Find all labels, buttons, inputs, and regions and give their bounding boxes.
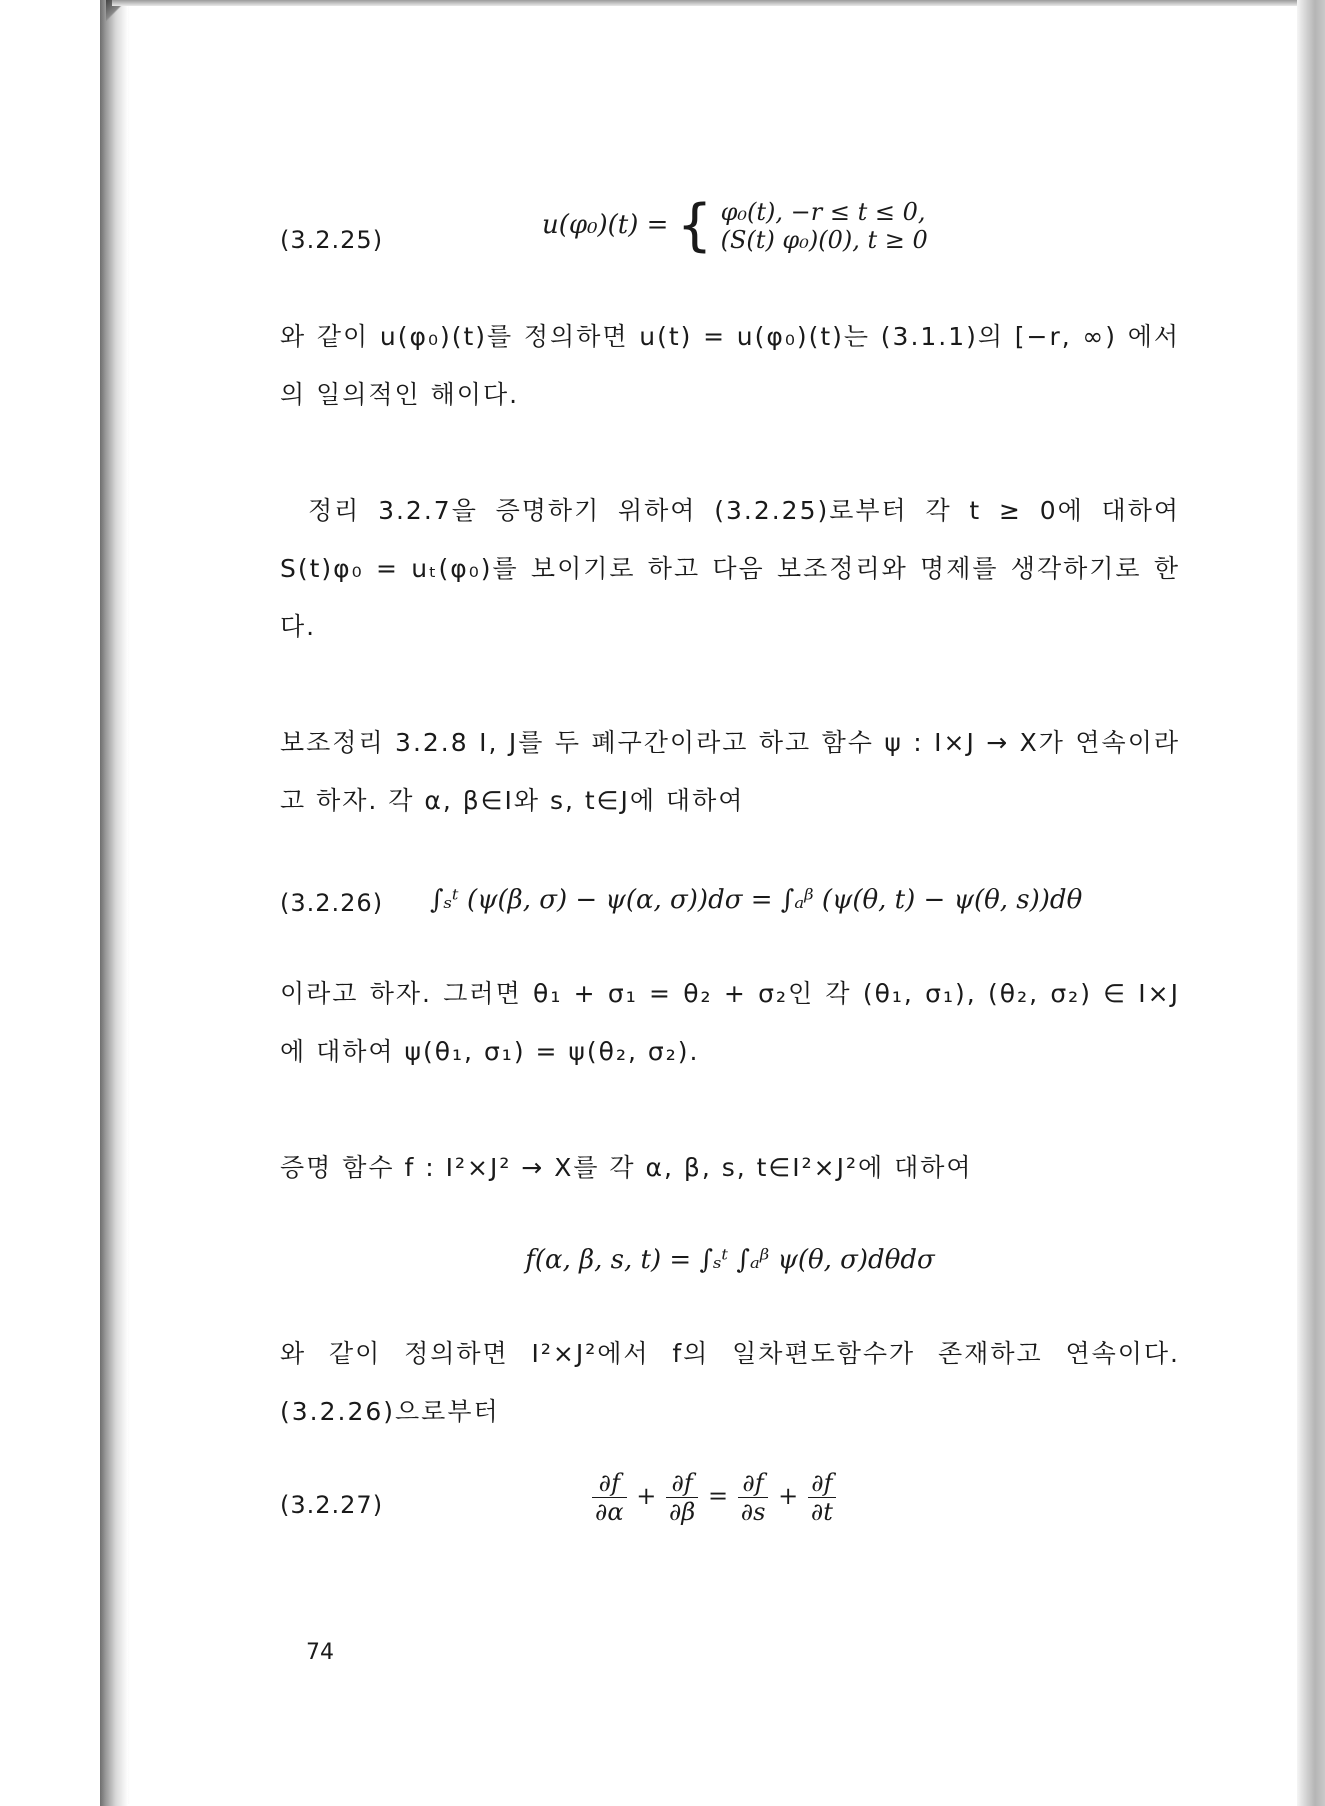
numerator: ∂f: [666, 1469, 698, 1498]
equation-body: [542, 193, 928, 258]
page-right-edge: [1297, 0, 1325, 1806]
equation-3-2-26: [280, 855, 1180, 951]
fraction-df-dalpha: [592, 1469, 627, 1526]
numerator: ∂f: [738, 1469, 769, 1498]
equation-3-2-25: [280, 180, 1180, 290]
lemma-paragraph: [280, 714, 1180, 830]
equation-lhs: u(φ₀)(t) =: [542, 210, 669, 240]
definition-equation: f(α, β, s, t) = ∫ₛᵗ ∫ₐᵝ ψ(θ, σ)dθdσ: [525, 1245, 935, 1275]
paragraph-1: 와 같이 u(φ₀)(t)를 정의하면 u(t) = u(φ₀)(t)는 (3.1.1)의 [−r, ∞) 에서의 일의적인 해이다.: [280, 322, 1180, 409]
denominator: ∂α: [595, 1498, 624, 1526]
page-spine: [100, 0, 128, 1806]
case-line-1: φ₀(t), −r ≤ t ≤ 0,: [720, 198, 926, 226]
proof-paragraph: 증명 함수 f : I²×J² → X를 각 α, β, s, t∈I²×J²에 대하여: [280, 1153, 973, 1182]
fraction-df-dt: [808, 1469, 836, 1526]
lemma-text: I, J를 두 폐구간이라고 하고 함수 ψ : I×J → X가 연속이라고 하자. 각 α, β∈I와 s, t∈J에 대하여: [280, 728, 1180, 815]
paragraph-2: 정리 3.2.7을 증명하기 위하여 (3.2.25)로부터 각 t ≥ 0에 대하여 S(t)φ₀ = uₜ(φ₀)를 보이기로 하고 다음 보조정리와 명제를 생각하기로 한다.: [280, 496, 1180, 641]
left-brace-icon: {: [676, 193, 713, 258]
case-line-2: (S(t) φ₀)(0), t ≥ 0: [720, 226, 928, 254]
equation-body: [590, 1469, 838, 1526]
plus-sign: +: [778, 1482, 799, 1510]
lemma-heading: 보조정리 3.2.8: [280, 728, 469, 757]
page-number: 74: [306, 1640, 334, 1665]
equation-number: (3.2.27): [280, 1491, 384, 1519]
page-top-edge: [112, 0, 1308, 6]
equation-number: (3.2.26): [280, 889, 384, 917]
paragraph-4: 와 같이 정의하면 I²×J²에서 f의 일차편도함수가 존재하고 연속이다. (3.2.26)으로부터: [280, 1339, 1180, 1426]
numerator: ∂f: [592, 1469, 627, 1498]
paragraph-3: 이라고 하자. 그러면 θ₁ + σ₁ = θ₂ + σ₂인 각 (θ₁, σ₁), (θ₂, σ₂) ∈ I×J 에 대하여 ψ(θ₁, σ₁) = ψ(θ₂, σ₂).: [280, 979, 1180, 1066]
denominator: ∂t: [810, 1498, 833, 1526]
page-content: [280, 180, 1180, 1553]
equals-sign: =: [707, 1482, 729, 1510]
fraction-df-dbeta: [666, 1469, 698, 1526]
equation-number: (3.2.25): [280, 226, 384, 254]
denominator: ∂s: [740, 1498, 766, 1526]
fraction-df-ds: [738, 1469, 769, 1526]
equation-3-2-27: [280, 1463, 1180, 1553]
numerator: ∂f: [808, 1469, 836, 1498]
denominator: ∂β: [669, 1498, 696, 1526]
equation-cases: [721, 198, 928, 254]
plus-sign: +: [636, 1482, 657, 1510]
equation-body: ∫ₛᵗ (ψ(β, σ) − ψ(α, σ))dσ = ∫ₐᵝ (ψ(θ, t) − ψ(θ, s))dθ: [430, 885, 1083, 915]
